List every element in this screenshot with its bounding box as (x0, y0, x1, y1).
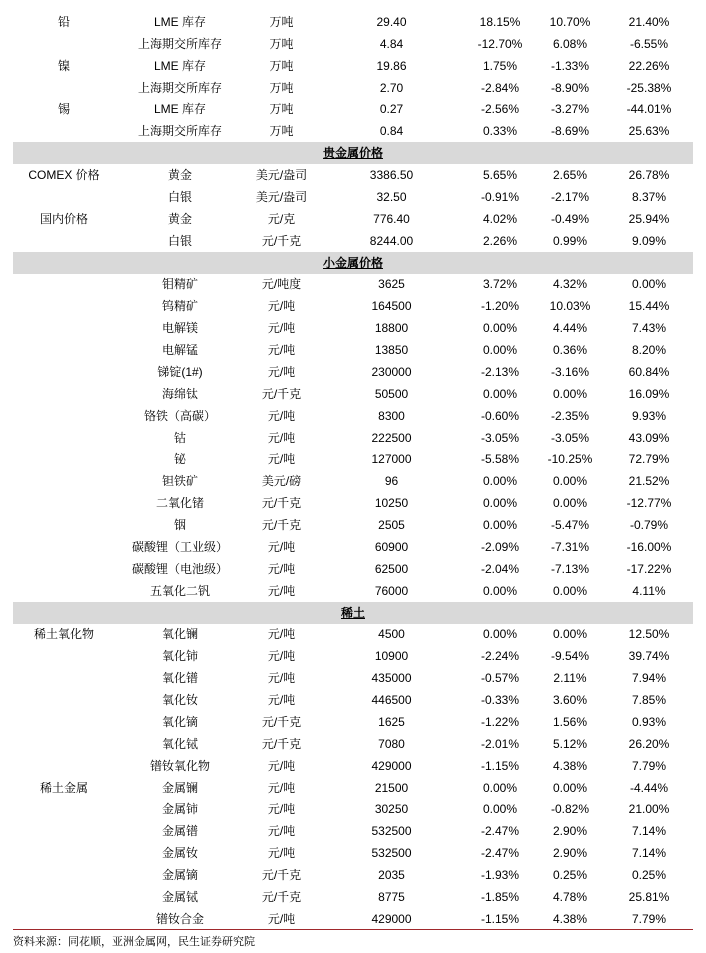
table-row (13, 711, 693, 733)
item-name: 海绵钛 (161, 386, 198, 401)
value-cell: 8300 (378, 408, 405, 423)
pct-change-3: 7.14% (631, 824, 667, 839)
unit-label: 元/吨 (267, 846, 296, 861)
pct-change-1: 0.00% (482, 321, 518, 336)
pct-change-3: 26.20% (628, 736, 670, 751)
value-cell: 3386.50 (369, 168, 414, 183)
pct-change-1: -2.47% (480, 824, 520, 839)
pct-change-2: 0.99% (552, 233, 588, 248)
table-row (13, 733, 693, 755)
value-cell: 0.27 (379, 102, 404, 117)
value-cell: 2505 (378, 518, 405, 533)
value-cell: 50500 (374, 386, 409, 401)
pct-change-3: -4.44% (629, 780, 669, 795)
table-row (13, 295, 693, 317)
item-name: 金属镨 (161, 824, 198, 839)
pct-change-3: 0.25% (631, 868, 667, 883)
unit-label: 美元/磅 (261, 474, 302, 489)
section-title: 稀土 (340, 605, 365, 620)
value-cell: 532500 (371, 846, 412, 861)
item-name: 铟 (173, 518, 186, 533)
unit-label: 元/千克 (261, 386, 302, 401)
value-cell: 1625 (378, 714, 405, 729)
section-header (13, 602, 693, 624)
pct-change-2: 4.78% (552, 889, 588, 904)
unit-label: 元/吨 (267, 321, 296, 336)
value-cell: 76000 (374, 583, 409, 598)
value-cell: 19.86 (376, 58, 407, 73)
pct-change-3: 12.50% (628, 627, 670, 642)
item-name: 碳酸锂（电池级） (131, 561, 228, 576)
item-name: 钼精矿 (161, 277, 198, 292)
pct-change-2: 10.70% (549, 14, 591, 29)
pct-change-2: 2.90% (552, 846, 588, 861)
table-row (13, 536, 693, 558)
pct-change-1: -1.93% (480, 868, 520, 883)
unit-label: 万吨 (269, 80, 294, 95)
unit-label: 元/吨 (267, 452, 296, 467)
unit-label: 元/吨 (267, 780, 296, 795)
value-cell: 429000 (371, 911, 412, 926)
pct-change-1: -2.13% (480, 364, 520, 379)
table-row (13, 449, 693, 471)
item-name: 金属铈 (161, 802, 198, 817)
pct-change-1: -2.56% (480, 102, 520, 117)
pct-change-1: 4.02% (482, 211, 518, 226)
value-cell: 222500 (371, 430, 412, 445)
pct-change-2: 4.32% (552, 277, 588, 292)
unit-label: 元/千克 (261, 233, 302, 248)
pct-change-1: -1.15% (480, 758, 520, 773)
pct-change-3: -16.00% (626, 539, 672, 554)
item-name: 二氧化锗 (155, 496, 204, 511)
item-name: 黄金 (167, 168, 192, 183)
pct-change-2: -3.05% (550, 430, 590, 445)
pct-change-3: 7.43% (631, 321, 667, 336)
pct-change-2: 3.60% (552, 693, 588, 708)
table-row (13, 755, 693, 777)
value-cell: 10900 (374, 649, 409, 664)
section-header (13, 252, 693, 274)
item-name: 白银 (167, 189, 192, 204)
unit-label: 元/吨度 (261, 277, 302, 292)
pct-change-2: -0.49% (550, 211, 590, 226)
pct-change-1: 2.26% (482, 233, 518, 248)
pct-change-3: 0.00% (631, 277, 667, 292)
section-title: 贵金属价格 (322, 146, 383, 161)
pct-change-1: 0.00% (482, 518, 518, 533)
item-name: 镨钕合金 (155, 911, 204, 926)
unit-label: 万吨 (269, 14, 294, 29)
table-row (13, 317, 693, 339)
item-name: 金属钕 (161, 846, 198, 861)
pct-change-2: -3.16% (550, 364, 590, 379)
value-cell: 2035 (378, 868, 405, 883)
table-row (13, 667, 693, 689)
pct-change-2: 2.11% (553, 671, 587, 686)
table-row (13, 164, 693, 186)
pct-change-3: 21.40% (628, 14, 670, 29)
pct-change-2: -1.33% (550, 58, 590, 73)
value-cell: 96 (384, 474, 399, 489)
item-name: 金属镧 (161, 780, 198, 795)
value-cell: 532500 (371, 824, 412, 839)
pct-change-2: 0.00% (552, 474, 588, 489)
source-note: 资料来源：同花顺，亚洲金属网，民生证券研究院 (13, 936, 255, 948)
pct-change-1: 18.15% (479, 14, 521, 29)
unit-label: 万吨 (269, 124, 294, 139)
unit-label: 元/吨 (267, 671, 296, 686)
pct-change-1: -12.70% (477, 36, 523, 51)
table-row (13, 886, 693, 908)
pct-change-3: 7.14% (631, 846, 667, 861)
unit-label: 元/吨 (267, 627, 296, 642)
table-row (13, 186, 693, 208)
pct-change-1: -2.04% (480, 561, 520, 576)
table-row (13, 558, 693, 580)
unit-label: 元/吨 (267, 408, 296, 423)
value-cell: 62500 (374, 561, 409, 576)
pct-change-2: -3.27% (550, 102, 590, 117)
pct-change-2: 2.65% (552, 168, 588, 183)
table-row (13, 11, 693, 33)
value-cell: 60900 (374, 539, 409, 554)
unit-label: 元/千克 (261, 714, 302, 729)
value-cell: 8775 (378, 889, 405, 904)
item-name: 铋 (173, 452, 186, 467)
unit-label: 元/吨 (267, 430, 296, 445)
pct-change-3: 21.00% (628, 802, 670, 817)
item-name: 钴 (173, 430, 186, 445)
pct-change-3: 72.79% (628, 452, 670, 467)
pct-change-2: 1.56% (552, 714, 588, 729)
table-row (13, 514, 693, 536)
pct-change-1: -1.85% (480, 889, 520, 904)
item-name: 镨钕氧化物 (149, 758, 210, 773)
pct-change-3: 9.93% (631, 408, 667, 423)
value-cell: 2.70 (379, 80, 404, 95)
table-row (13, 99, 693, 121)
table-row (13, 427, 693, 449)
pct-change-3: 7.85% (631, 693, 667, 708)
value-cell: 230000 (371, 364, 412, 379)
value-cell: 32.50 (376, 189, 407, 204)
value-cell: 21500 (374, 780, 409, 795)
table-row (13, 120, 693, 142)
pct-change-3: -17.22% (626, 561, 672, 576)
item-name: 氧化镧 (161, 627, 198, 642)
pct-change-3: 26.78% (628, 168, 670, 183)
pct-change-3: 43.09% (628, 430, 670, 445)
pct-change-1: -3.05% (480, 430, 520, 445)
value-cell: 435000 (371, 671, 412, 686)
category-label: 铅 (57, 14, 70, 29)
unit-label: 元/克 (267, 211, 296, 226)
value-cell: 8244.00 (369, 233, 414, 248)
section-title: 小金属价格 (322, 255, 383, 270)
item-name: 电解镁 (161, 321, 198, 336)
unit-label: 美元/盎司 (255, 189, 308, 204)
unit-label: 元/千克 (261, 496, 302, 511)
pct-change-1: 0.00% (482, 583, 518, 598)
table-row (13, 908, 693, 930)
pct-change-2: -9.54% (550, 649, 590, 664)
pct-change-2: 4.38% (552, 911, 588, 926)
value-cell: 18800 (374, 321, 409, 336)
table-row (13, 777, 693, 799)
pct-change-2: -2.35% (550, 408, 590, 423)
table-row (13, 580, 693, 602)
pct-change-3: 21.52% (628, 474, 670, 489)
pct-change-3: -44.01% (626, 102, 672, 117)
pct-change-3: 25.94% (628, 211, 670, 226)
value-cell: 29.40 (376, 14, 407, 29)
value-cell: 30250 (374, 802, 409, 817)
pct-change-3: 22.26% (628, 58, 670, 73)
category-label: 稀土金属 (39, 780, 88, 795)
pct-change-2: 0.00% (552, 496, 588, 511)
pct-change-2: 5.12% (552, 736, 588, 751)
table-row (13, 274, 693, 296)
value-cell: 3625 (378, 277, 405, 292)
unit-label: 元/千克 (261, 889, 302, 904)
table-row (13, 383, 693, 405)
source-divider (13, 929, 693, 930)
table-row (13, 470, 693, 492)
pct-change-3: 8.37% (631, 189, 667, 204)
value-cell: 4500 (378, 627, 405, 642)
value-cell: 127000 (371, 452, 412, 467)
pct-change-3: -6.55% (629, 36, 669, 51)
category-label: 镍 (57, 58, 70, 73)
item-name: 碳酸锂（工业级） (131, 539, 228, 554)
pct-change-3: 39.74% (628, 649, 670, 664)
unit-label: 元/吨 (267, 693, 296, 708)
table-row (13, 842, 693, 864)
item-name: 钨精矿 (161, 299, 198, 314)
unit-label: 元/吨 (267, 299, 296, 314)
item-name: 黄金 (167, 211, 192, 226)
unit-label: 元/吨 (267, 649, 296, 664)
pct-change-1: 0.33% (482, 124, 518, 139)
pct-change-2: 0.00% (552, 627, 588, 642)
item-name: LME 库存 (153, 102, 206, 117)
pct-change-1: -2.01% (480, 736, 520, 751)
item-name: LME 库存 (153, 14, 206, 29)
pct-change-2: 2.90% (552, 824, 588, 839)
category-label: 锡 (57, 102, 70, 117)
pct-change-3: 8.20% (631, 343, 667, 358)
pct-change-1: -0.57% (480, 671, 520, 686)
price-table (13, 11, 693, 930)
item-name: LME 库存 (153, 58, 206, 73)
section-header (13, 142, 693, 164)
table-row (13, 361, 693, 383)
pct-change-1: 3.72% (482, 277, 518, 292)
pct-change-2: -10.25% (547, 452, 593, 467)
pct-change-3: 7.79% (631, 758, 667, 773)
item-name: 白银 (167, 233, 192, 248)
item-name: 金属镝 (161, 868, 198, 883)
item-name: 氧化镨 (161, 671, 198, 686)
pct-change-2: -0.82% (550, 802, 590, 817)
pct-change-2: 0.00% (552, 780, 588, 795)
unit-label: 元/千克 (261, 736, 302, 751)
pct-change-3: 15.44% (628, 299, 670, 314)
value-cell: 4.84 (379, 36, 404, 51)
unit-label: 元/吨 (267, 758, 296, 773)
pct-change-2: 4.38% (552, 758, 588, 773)
pct-change-2: 6.08% (552, 36, 588, 51)
pct-change-3: -12.77% (626, 496, 672, 511)
item-name: 氧化钕 (161, 693, 198, 708)
table-row (13, 799, 693, 821)
pct-change-3: 25.81% (628, 889, 670, 904)
item-name: 金属铽 (161, 889, 198, 904)
pct-change-2: -8.90% (550, 80, 590, 95)
pct-change-1: 0.00% (482, 474, 518, 489)
item-name: 钽铁矿 (161, 474, 198, 489)
pct-change-2: -2.17% (550, 189, 590, 204)
pct-change-2: -7.31% (550, 539, 590, 554)
pct-change-3: 16.09% (628, 386, 670, 401)
category-label: COMEX 价格 (28, 168, 100, 183)
pct-change-2: -7.13% (550, 561, 590, 576)
unit-label: 元/吨 (267, 583, 296, 598)
unit-label: 万吨 (269, 102, 294, 117)
pct-change-1: -0.60% (480, 408, 520, 423)
item-name: 上海期交所库存 (137, 80, 222, 95)
pct-change-1: 0.00% (482, 627, 518, 642)
item-name: 氧化镝 (161, 714, 198, 729)
value-cell: 0.84 (379, 124, 404, 139)
value-cell: 13850 (374, 343, 409, 358)
pct-change-2: -5.47% (550, 518, 590, 533)
pct-change-1: 0.00% (482, 386, 518, 401)
pct-change-1: -2.47% (480, 846, 520, 861)
table-row (13, 77, 693, 99)
pct-change-1: 0.00% (482, 343, 518, 358)
unit-label: 元/吨 (267, 343, 296, 358)
item-name: 氧化铽 (161, 736, 198, 751)
table-row (13, 55, 693, 77)
item-name: 氧化铈 (161, 649, 198, 664)
pct-change-1: -5.58% (480, 452, 520, 467)
unit-label: 元/吨 (267, 539, 296, 554)
unit-label: 元/吨 (267, 561, 296, 576)
table-row (13, 33, 693, 55)
pct-change-1: 5.65% (482, 168, 518, 183)
pct-change-2: 4.44% (552, 321, 588, 336)
pct-change-3: 7.94% (631, 671, 667, 686)
value-cell: 164500 (371, 299, 412, 314)
pct-change-2: 0.00% (552, 386, 588, 401)
pct-change-3: 25.63% (628, 124, 670, 139)
pct-change-2: 0.25% (552, 868, 588, 883)
pct-change-1: -1.20% (480, 299, 520, 314)
unit-label: 元/千克 (261, 518, 302, 533)
unit-label: 万吨 (269, 36, 294, 51)
unit-label: 元/吨 (267, 911, 296, 926)
unit-label: 美元/盎司 (255, 168, 308, 183)
pct-change-3: 4.11% (632, 583, 666, 598)
item-name: 五氧化二钒 (149, 583, 210, 598)
table-row (13, 820, 693, 842)
item-name: 电解锰 (161, 343, 198, 358)
item-name: 上海期交所库存 (137, 36, 222, 51)
table-row (13, 208, 693, 230)
table-row (13, 492, 693, 514)
unit-label: 元/吨 (267, 364, 296, 379)
unit-label: 元/吨 (267, 824, 296, 839)
unit-label: 元/吨 (267, 802, 296, 817)
pct-change-1: 0.00% (482, 780, 518, 795)
table-row (13, 689, 693, 711)
table-row (13, 864, 693, 886)
value-cell: 776.40 (373, 211, 410, 226)
pct-change-1: 1.75% (482, 58, 518, 73)
unit-label: 万吨 (269, 58, 294, 73)
pct-change-1: -1.15% (480, 911, 520, 926)
pct-change-1: -0.33% (480, 693, 520, 708)
value-cell: 7080 (378, 736, 405, 751)
item-name: 锑锭(1#) (157, 364, 203, 379)
value-cell: 446500 (371, 693, 412, 708)
pct-change-3: 9.09% (631, 233, 667, 248)
pct-change-3: 7.79% (631, 911, 667, 926)
table-row (13, 645, 693, 667)
pct-change-1: -0.91% (480, 189, 520, 204)
pct-change-1: -2.09% (480, 539, 520, 554)
category-label: 稀土氧化物 (33, 627, 94, 642)
pct-change-3: -0.79% (629, 518, 669, 533)
table-row (13, 339, 693, 361)
value-cell: 10250 (374, 496, 409, 511)
pct-change-1: 0.00% (482, 496, 518, 511)
pct-change-3: -25.38% (626, 80, 672, 95)
item-name: 铬铁（高碳） (143, 408, 216, 423)
table-row (13, 624, 693, 646)
pct-change-2: 0.00% (552, 583, 588, 598)
pct-change-1: -2.84% (480, 80, 520, 95)
pct-change-1: -1.22% (480, 714, 520, 729)
table-row (13, 230, 693, 252)
category-label: 国内价格 (39, 211, 88, 226)
pct-change-3: 60.84% (628, 364, 670, 379)
pct-change-1: -2.24% (480, 649, 520, 664)
table-row (13, 405, 693, 427)
pct-change-2: 10.03% (549, 299, 591, 314)
pct-change-2: 0.36% (552, 343, 588, 358)
pct-change-2: -8.69% (550, 124, 590, 139)
value-cell: 429000 (371, 758, 412, 773)
pct-change-3: 0.93% (631, 714, 667, 729)
item-name: 上海期交所库存 (137, 124, 222, 139)
unit-label: 元/千克 (261, 868, 302, 883)
pct-change-1: 0.00% (482, 802, 518, 817)
